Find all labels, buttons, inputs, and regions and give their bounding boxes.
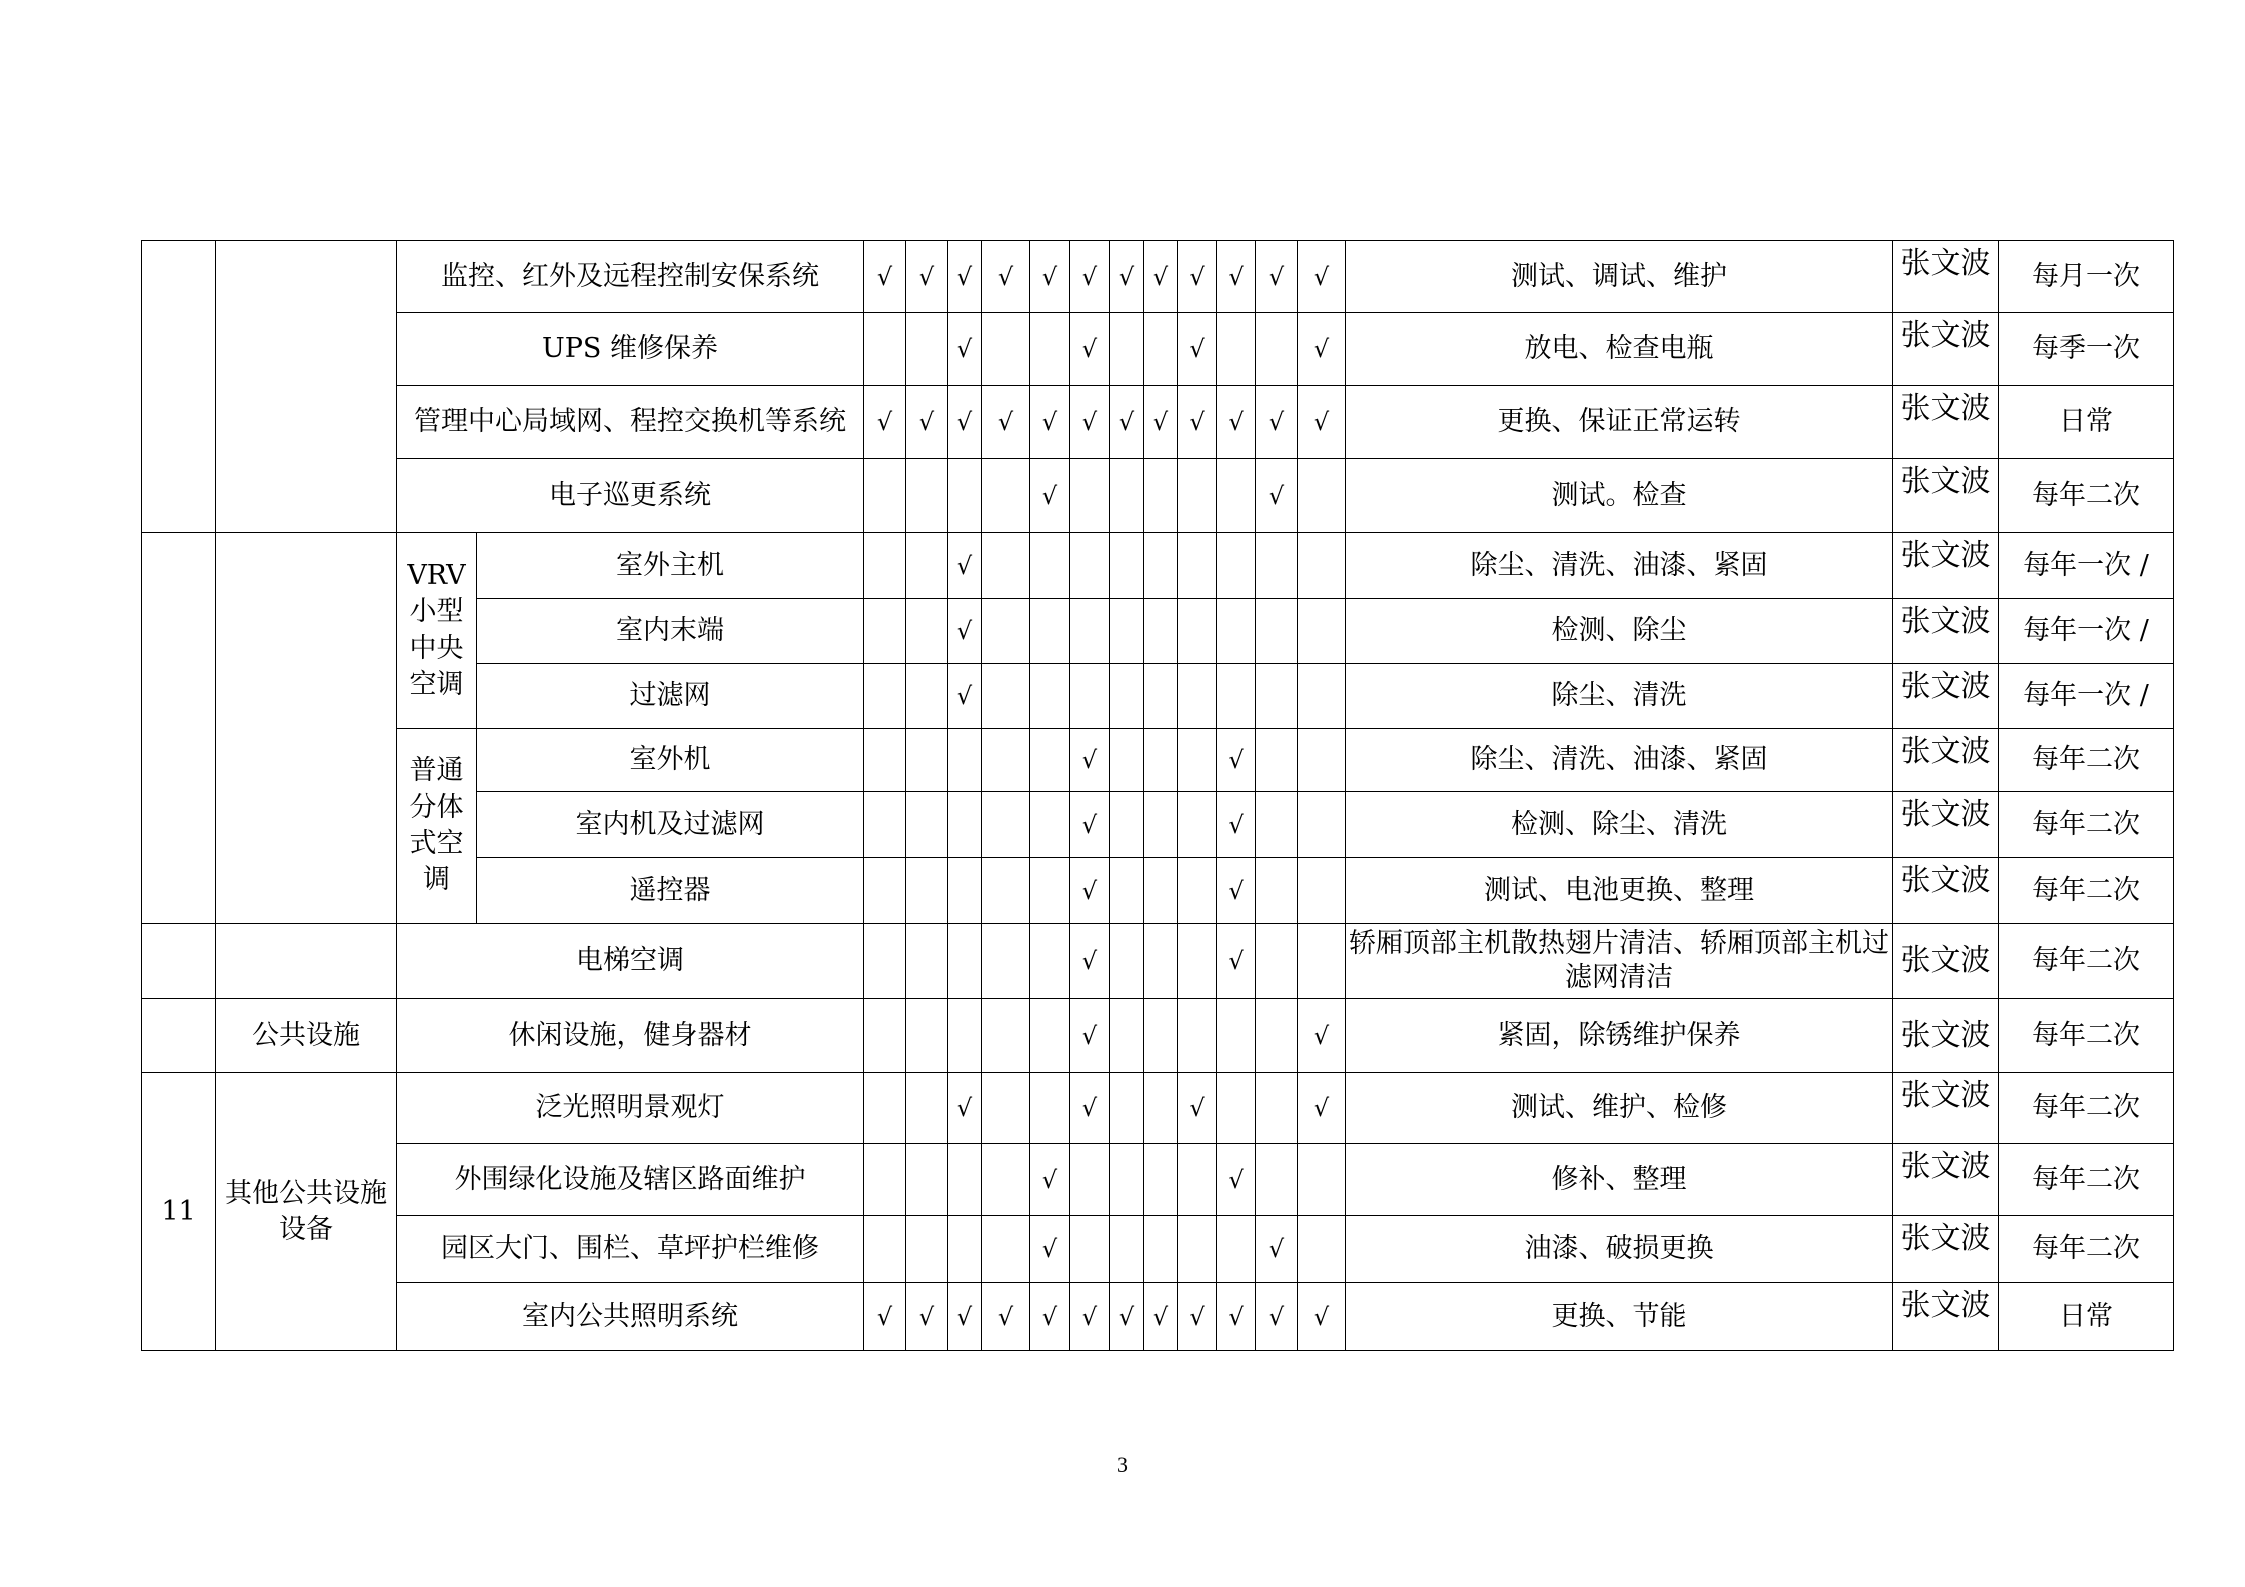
month-check-cell [1144, 664, 1178, 729]
person-cell: 张文波 [1893, 858, 1999, 924]
month-check-cell [1110, 599, 1144, 664]
month-check-cell: √ [1217, 1283, 1256, 1351]
month-check-cell: √ [1256, 386, 1298, 459]
month-check-cell [864, 1216, 906, 1283]
month-check-cell: √ [948, 664, 982, 729]
month-check-cell [1178, 999, 1217, 1073]
month-check-cell: √ [1030, 386, 1070, 459]
month-check-cell [982, 1073, 1030, 1144]
month-check-cell [1030, 599, 1070, 664]
person-cell: 张文波 [1893, 459, 1999, 533]
content-cell: 修补、整理 [1346, 1144, 1893, 1216]
month-check-cell [1298, 533, 1346, 599]
item-cell: 泛光照明景观灯 [397, 1073, 864, 1144]
month-check-cell [864, 1073, 906, 1144]
month-check-cell [1144, 924, 1178, 999]
content-cell: 除尘、清洗 [1346, 664, 1893, 729]
table-row [142, 241, 2174, 313]
month-check-cell [1178, 924, 1217, 999]
month-check-cell [1178, 599, 1217, 664]
month-check-cell [1110, 1144, 1144, 1216]
item-cell: 监控、红外及远程控制安保系统 [397, 241, 864, 313]
month-check-cell [948, 924, 982, 999]
person-cell: 张文波 [1893, 241, 1999, 313]
person-cell: 张文波 [1893, 792, 1999, 858]
subgroup-cell: VRV 小型中央空调 [397, 533, 477, 729]
month-check-cell [1298, 459, 1346, 533]
person-cell: 张文波 [1893, 1073, 1999, 1144]
month-check-cell [1217, 999, 1256, 1073]
frequency-cell: 日常 [1999, 386, 2174, 459]
month-check-cell: √ [864, 1283, 906, 1351]
month-check-cell [1070, 533, 1110, 599]
month-check-cell [1178, 664, 1217, 729]
item-cell: 管理中心局域网、程控交换机等系统 [397, 386, 864, 459]
month-check-cell: √ [948, 1073, 982, 1144]
month-check-cell [1217, 1073, 1256, 1144]
month-check-cell [1256, 1144, 1298, 1216]
month-check-cell: √ [1256, 241, 1298, 313]
month-check-cell [1110, 313, 1144, 386]
month-check-cell: √ [906, 1283, 948, 1351]
month-check-cell: √ [1298, 1073, 1346, 1144]
month-check-cell [982, 858, 1030, 924]
month-check-cell [906, 1144, 948, 1216]
month-check-cell: √ [948, 386, 982, 459]
table-row [142, 1283, 2174, 1351]
empty-cell [142, 533, 216, 924]
item-cell: 过滤网 [477, 664, 864, 729]
person-cell: 张文波 [1893, 1283, 1999, 1351]
month-check-cell: √ [1144, 386, 1178, 459]
month-check-cell: √ [1256, 1283, 1298, 1351]
content-cell: 测试、维护、检修 [1346, 1073, 1893, 1144]
content-cell: 除尘、清洗、油漆、紧固 [1346, 729, 1893, 792]
frequency-cell: 每年一次 / [1999, 533, 2174, 599]
frequency-cell: 每年二次 [1999, 459, 2174, 533]
month-check-cell: √ [1144, 1283, 1178, 1351]
content-cell: 油漆、破损更换 [1346, 1216, 1893, 1283]
month-check-cell: √ [906, 386, 948, 459]
month-check-cell [1144, 459, 1178, 533]
month-check-cell [1256, 1073, 1298, 1144]
month-check-cell [948, 729, 982, 792]
person-cell: 张文波 [1893, 599, 1999, 664]
month-check-cell: √ [864, 386, 906, 459]
month-check-cell: √ [1070, 241, 1110, 313]
item-cell: 外围绿化设施及辖区路面维护 [397, 1144, 864, 1216]
month-check-cell [1298, 664, 1346, 729]
item-cell: 电梯空调 [397, 924, 864, 999]
frequency-cell: 每年一次 / [1999, 599, 2174, 664]
month-check-cell [1144, 313, 1178, 386]
month-check-cell: √ [1217, 729, 1256, 792]
month-check-cell: √ [1217, 924, 1256, 999]
month-check-cell [1110, 664, 1144, 729]
month-check-cell [1110, 792, 1144, 858]
month-check-cell: √ [1070, 386, 1110, 459]
month-check-cell [1217, 533, 1256, 599]
month-check-cell [1030, 858, 1070, 924]
month-check-cell [982, 459, 1030, 533]
person-cell: 张文波 [1893, 1216, 1999, 1283]
month-check-cell: √ [1070, 313, 1110, 386]
month-check-cell [1070, 599, 1110, 664]
month-check-cell [1110, 729, 1144, 792]
table-row [142, 999, 2174, 1073]
month-check-cell [1178, 459, 1217, 533]
item-cell: UPS 维修保养 [397, 313, 864, 386]
month-check-cell: √ [1217, 386, 1256, 459]
month-check-cell [1178, 1144, 1217, 1216]
month-check-cell [982, 792, 1030, 858]
month-check-cell [906, 599, 948, 664]
empty-cell [216, 241, 397, 533]
month-check-cell [982, 729, 1030, 792]
month-check-cell [1144, 599, 1178, 664]
month-check-cell [948, 858, 982, 924]
empty-cell [142, 241, 216, 533]
person-cell: 张文波 [1893, 386, 1999, 459]
frequency-cell: 每年二次 [1999, 858, 2174, 924]
month-check-cell: √ [1298, 241, 1346, 313]
month-check-cell [1070, 664, 1110, 729]
month-check-cell: √ [1070, 729, 1110, 792]
maintenance-schedule-table [141, 240, 2174, 1351]
frequency-cell: 每年一次 / [1999, 664, 2174, 729]
content-cell: 更换、保证正常运转 [1346, 386, 1893, 459]
month-check-cell [982, 924, 1030, 999]
month-check-cell [1178, 533, 1217, 599]
month-check-cell: √ [1298, 999, 1346, 1073]
month-check-cell [1256, 999, 1298, 1073]
month-check-cell [1256, 924, 1298, 999]
month-check-cell: √ [1217, 858, 1256, 924]
item-cell: 电子巡更系统 [397, 459, 864, 533]
month-check-cell [1144, 999, 1178, 1073]
item-cell: 室外主机 [477, 533, 864, 599]
month-check-cell: √ [1070, 1283, 1110, 1351]
month-check-cell [1110, 459, 1144, 533]
category-cell: 公共设施 [216, 999, 397, 1073]
frequency-cell: 每年二次 [1999, 729, 2174, 792]
empty-cell [142, 924, 216, 999]
month-check-cell [1298, 729, 1346, 792]
month-check-cell [1144, 729, 1178, 792]
month-check-cell [1298, 792, 1346, 858]
month-check-cell: √ [982, 241, 1030, 313]
month-check-cell [948, 792, 982, 858]
month-check-cell: √ [1256, 459, 1298, 533]
month-check-cell [1144, 792, 1178, 858]
month-check-cell [1070, 459, 1110, 533]
month-check-cell [1178, 1216, 1217, 1283]
month-check-cell [906, 664, 948, 729]
month-check-cell [864, 313, 906, 386]
month-check-cell: √ [1298, 386, 1346, 459]
empty-cell [216, 533, 397, 924]
month-check-cell [1030, 313, 1070, 386]
person-cell: 张文波 [1893, 999, 1999, 1073]
person-cell: 张文波 [1893, 924, 1999, 999]
month-check-cell: √ [1110, 386, 1144, 459]
month-check-cell [1144, 1144, 1178, 1216]
month-check-cell: √ [1070, 999, 1110, 1073]
frequency-cell: 每年二次 [1999, 792, 2174, 858]
month-check-cell [864, 924, 906, 999]
page-number: 3 [1117, 1452, 1128, 1477]
month-check-cell: √ [1178, 1283, 1217, 1351]
person-cell: 张文波 [1893, 313, 1999, 386]
month-check-cell: √ [948, 1283, 982, 1351]
month-check-cell: √ [1030, 459, 1070, 533]
month-check-cell [906, 924, 948, 999]
month-check-cell [906, 729, 948, 792]
month-check-cell [1217, 313, 1256, 386]
table-row [142, 459, 2174, 533]
month-check-cell: √ [1256, 1216, 1298, 1283]
month-check-cell [1298, 924, 1346, 999]
month-check-cell [864, 664, 906, 729]
table-row [142, 1216, 2174, 1283]
month-check-cell: √ [1178, 313, 1217, 386]
month-check-cell [1030, 924, 1070, 999]
frequency-cell: 每季一次 [1999, 313, 2174, 386]
month-check-cell [982, 313, 1030, 386]
content-cell: 检测、除尘 [1346, 599, 1893, 664]
month-check-cell [1030, 664, 1070, 729]
row-number-cell: 11 [142, 1073, 216, 1351]
month-check-cell [1178, 792, 1217, 858]
content-cell: 检测、除尘、清洗 [1346, 792, 1893, 858]
frequency-cell: 日常 [1999, 1283, 2174, 1351]
month-check-cell [1144, 858, 1178, 924]
content-cell: 更换、节能 [1346, 1283, 1893, 1351]
content-cell: 放电、检查电瓶 [1346, 313, 1893, 386]
person-cell: 张文波 [1893, 664, 1999, 729]
month-check-cell: √ [1110, 1283, 1144, 1351]
month-check-cell: √ [1030, 241, 1070, 313]
month-check-cell [1144, 533, 1178, 599]
table-row [142, 1144, 2174, 1216]
content-cell: 紧固，除锈维护保养 [1346, 999, 1893, 1073]
month-check-cell [1110, 924, 1144, 999]
month-check-cell [1110, 999, 1144, 1073]
month-check-cell [1256, 664, 1298, 729]
month-check-cell [982, 664, 1030, 729]
month-check-cell [864, 533, 906, 599]
item-cell: 室内机及过滤网 [477, 792, 864, 858]
month-check-cell [1070, 1144, 1110, 1216]
month-check-cell [1030, 1073, 1070, 1144]
month-check-cell: √ [1030, 1216, 1070, 1283]
item-cell: 室外机 [477, 729, 864, 792]
item-cell: 室内公共照明系统 [397, 1283, 864, 1351]
month-check-cell [864, 858, 906, 924]
month-check-cell [1256, 858, 1298, 924]
month-check-cell [1217, 459, 1256, 533]
content-cell: 测试。检查 [1346, 459, 1893, 533]
month-check-cell [982, 1216, 1030, 1283]
month-check-cell [1217, 1216, 1256, 1283]
month-check-cell: √ [1298, 1283, 1346, 1351]
month-check-cell [1144, 1073, 1178, 1144]
month-check-cell [1110, 1073, 1144, 1144]
frequency-cell: 每月一次 [1999, 241, 2174, 313]
table-row [142, 313, 2174, 386]
month-check-cell [1070, 1216, 1110, 1283]
month-check-cell [1256, 729, 1298, 792]
frequency-cell: 每年二次 [1999, 1073, 2174, 1144]
person-cell: 张文波 [1893, 729, 1999, 792]
table-row [142, 386, 2174, 459]
month-check-cell: √ [1217, 241, 1256, 313]
month-check-cell [864, 792, 906, 858]
month-check-cell [1256, 792, 1298, 858]
month-check-cell [1030, 999, 1070, 1073]
month-check-cell [1110, 533, 1144, 599]
month-check-cell [906, 858, 948, 924]
table-row [142, 1073, 2174, 1144]
month-check-cell: √ [1178, 241, 1217, 313]
month-check-cell: √ [864, 241, 906, 313]
month-check-cell [906, 313, 948, 386]
month-check-cell [906, 999, 948, 1073]
month-check-cell [1298, 1144, 1346, 1216]
month-check-cell: √ [948, 533, 982, 599]
month-check-cell [1144, 1216, 1178, 1283]
frequency-cell: 每年二次 [1999, 999, 2174, 1073]
frequency-cell: 每年二次 [1999, 924, 2174, 999]
frequency-cell: 每年二次 [1999, 1144, 2174, 1216]
month-check-cell [982, 999, 1030, 1073]
month-check-cell: √ [1070, 1073, 1110, 1144]
month-check-cell [1030, 729, 1070, 792]
month-check-cell [1110, 1216, 1144, 1283]
subgroup-cell: 普通分体式空调 [397, 729, 477, 924]
month-check-cell [864, 729, 906, 792]
month-check-cell [1178, 729, 1217, 792]
month-check-cell: √ [1070, 858, 1110, 924]
month-check-cell [948, 1144, 982, 1216]
empty-cell [216, 924, 397, 999]
month-check-cell [906, 1073, 948, 1144]
content-cell: 轿厢顶部主机散热翅片清洁、轿厢顶部主机过滤网清洁 [1346, 924, 1893, 999]
month-check-cell [1298, 1216, 1346, 1283]
month-check-cell [864, 599, 906, 664]
content-cell: 测试、电池更换、整理 [1346, 858, 1893, 924]
month-check-cell [1256, 533, 1298, 599]
content-cell: 除尘、清洗、油漆、紧固 [1346, 533, 1893, 599]
month-check-cell: √ [1298, 313, 1346, 386]
month-check-cell [948, 459, 982, 533]
month-check-cell: √ [982, 1283, 1030, 1351]
person-cell: 张文波 [1893, 533, 1999, 599]
item-cell: 园区大门、围栏、草坪护栏维修 [397, 1216, 864, 1283]
month-check-cell [1110, 858, 1144, 924]
month-check-cell [906, 459, 948, 533]
month-check-cell [906, 1216, 948, 1283]
month-check-cell [864, 1144, 906, 1216]
month-check-cell: √ [1217, 1144, 1256, 1216]
empty-cell [142, 999, 216, 1073]
month-check-cell: √ [1030, 1283, 1070, 1351]
month-check-cell [1256, 599, 1298, 664]
month-check-cell [982, 533, 1030, 599]
person-cell: 张文波 [1893, 1144, 1999, 1216]
table-row [142, 729, 2174, 792]
month-check-cell: √ [982, 386, 1030, 459]
frequency-cell: 每年二次 [1999, 1216, 2174, 1283]
table-row [142, 533, 2174, 599]
month-check-cell [982, 1144, 1030, 1216]
month-check-cell: √ [1144, 241, 1178, 313]
month-check-cell [1217, 664, 1256, 729]
month-check-cell: √ [1070, 792, 1110, 858]
month-check-cell [1298, 599, 1346, 664]
month-check-cell [1217, 599, 1256, 664]
month-check-cell: √ [948, 313, 982, 386]
month-check-cell [1030, 792, 1070, 858]
month-check-cell [948, 999, 982, 1073]
month-check-cell: √ [1178, 386, 1217, 459]
month-check-cell: √ [1030, 1144, 1070, 1216]
month-check-cell [1256, 313, 1298, 386]
month-check-cell: √ [948, 241, 982, 313]
month-check-cell [1298, 858, 1346, 924]
month-check-cell [948, 1216, 982, 1283]
month-check-cell [864, 999, 906, 1073]
month-check-cell: √ [1110, 241, 1144, 313]
month-check-cell [906, 792, 948, 858]
category-cell: 其他公共设施设备 [216, 1073, 397, 1351]
table-row [142, 924, 2174, 999]
month-check-cell [906, 533, 948, 599]
month-check-cell: √ [1217, 792, 1256, 858]
month-check-cell [982, 599, 1030, 664]
item-cell: 室内末端 [477, 599, 864, 664]
month-check-cell: √ [948, 599, 982, 664]
content-cell: 测试、调试、维护 [1346, 241, 1893, 313]
month-check-cell: √ [1178, 1073, 1217, 1144]
month-check-cell [1178, 858, 1217, 924]
month-check-cell: √ [906, 241, 948, 313]
item-cell: 遥控器 [477, 858, 864, 924]
month-check-cell: √ [1070, 924, 1110, 999]
month-check-cell [864, 459, 906, 533]
item-cell: 休闲设施，健身器材 [397, 999, 864, 1073]
month-check-cell [1030, 533, 1070, 599]
